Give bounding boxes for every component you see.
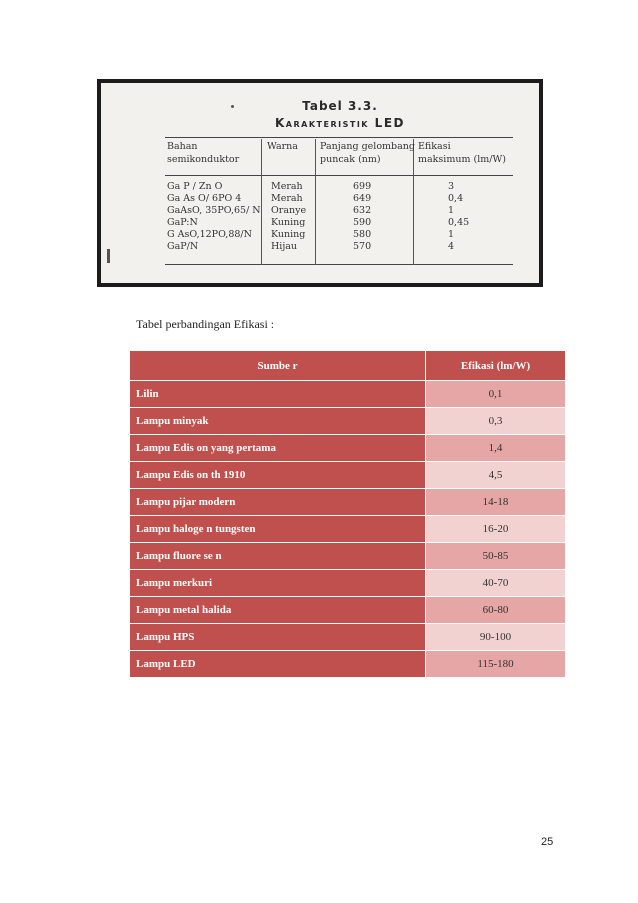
row-source: Lampu HPS xyxy=(130,624,426,651)
scan-header-line: Warna xyxy=(267,141,298,152)
table-row xyxy=(130,516,566,543)
row-source: Lampu merkuri xyxy=(130,570,426,597)
page-number: 25 xyxy=(541,836,554,848)
scan-rule-top xyxy=(165,137,513,138)
table-row xyxy=(130,624,566,651)
scan-cell: Kuning xyxy=(271,217,306,228)
scan-cell: Ga P / Zn O xyxy=(167,181,223,192)
scan-header-line: maksimum (lm/W) xyxy=(418,154,506,165)
scan-header-line: puncak (nm) xyxy=(320,154,381,165)
row-source: Lampu pijar modern xyxy=(130,489,426,516)
scan-cell: 580 xyxy=(353,229,372,240)
scan-cell: Merah xyxy=(271,193,303,204)
scan-cell: 570 xyxy=(353,241,372,252)
row-source: Lilin xyxy=(130,381,426,408)
table-caption: Tabel perbandingan Efikasi : xyxy=(136,317,275,331)
scan-table xyxy=(165,137,513,265)
scan-cell: 632 xyxy=(353,205,372,216)
scan-rule-bottom xyxy=(165,264,513,265)
row-value: 90-100 xyxy=(426,624,566,651)
scan-header-line: Panjang gelombang xyxy=(320,141,415,152)
table-row xyxy=(130,381,566,408)
row-value: 60-80 xyxy=(426,597,566,624)
table-row xyxy=(130,408,566,435)
scan-cell: Oranye xyxy=(271,205,307,216)
table-row xyxy=(130,651,566,678)
table-row xyxy=(130,489,566,516)
efficacy-table xyxy=(129,350,566,678)
table-row xyxy=(130,435,566,462)
scan-cell: Ga As O/ 6PO 4 xyxy=(167,193,242,204)
table-row xyxy=(130,543,566,570)
table-row xyxy=(130,462,566,489)
header-efficacy: Efikasi (lm/W) xyxy=(426,351,566,381)
scan-cell: 590 xyxy=(353,217,372,228)
row-source: Lampu metal halida xyxy=(130,597,426,624)
scan-cell: GaP/N xyxy=(167,241,199,252)
table-row xyxy=(130,597,566,624)
scan-col-efikasi xyxy=(448,181,469,253)
scan-header-line: Efikasi xyxy=(418,141,451,152)
scan-header-efikasi xyxy=(418,140,506,166)
scan-cell: GaAsO, 35PO,65/ N xyxy=(167,205,261,216)
row-source: Lampu fluore se n xyxy=(130,543,426,570)
row-source: Lampu haloge n tungsten xyxy=(130,516,426,543)
scan-cell: 4 xyxy=(448,241,455,252)
row-value: 1,4 xyxy=(426,435,566,462)
row-value: 0,1 xyxy=(426,381,566,408)
row-value: 0,3 xyxy=(426,408,566,435)
scan-cell: 1 xyxy=(448,205,455,216)
row-source: Lampu minyak xyxy=(130,408,426,435)
scan-vrule-2 xyxy=(315,139,316,265)
header-source: Sumbe r xyxy=(130,351,426,381)
scan-header-line: Bahan xyxy=(167,141,198,152)
scan-header-warna xyxy=(267,140,298,153)
scan-col-bahan xyxy=(167,181,261,253)
scan-header-panjang xyxy=(320,140,415,166)
scan-speck-mark xyxy=(107,249,110,263)
scan-cell: GaP:N xyxy=(167,217,198,228)
scan-cell: 0,4 xyxy=(448,193,464,204)
scan-cell: Kuning xyxy=(271,229,306,240)
scan-header-line: semikonduktor xyxy=(167,154,240,165)
scan-vrule-1 xyxy=(261,139,262,265)
row-value: 4,5 xyxy=(426,462,566,489)
row-value: 14-18 xyxy=(426,489,566,516)
scan-cell: Merah xyxy=(271,181,303,192)
scan-subtitle: Karakteristik LED xyxy=(275,116,405,130)
scan-col-panjang xyxy=(353,181,371,253)
scanned-table-image xyxy=(97,79,543,287)
table-header-row xyxy=(130,351,566,381)
row-source: Lampu Edis on yang pertama xyxy=(130,435,426,462)
scan-cell: 3 xyxy=(448,181,455,192)
scan-cell: 0,45 xyxy=(448,217,470,228)
table-row xyxy=(130,570,566,597)
row-value: 40-70 xyxy=(426,570,566,597)
row-value: 50-85 xyxy=(426,543,566,570)
row-source: Lampu Edis on th 1910 xyxy=(130,462,426,489)
row-source: Lampu LED xyxy=(130,651,426,678)
scan-col-warna xyxy=(271,181,306,253)
row-value: 115-180 xyxy=(426,651,566,678)
scan-cell: G AsO,12PO,88/N xyxy=(167,229,252,240)
scan-title: Tabel 3.3. xyxy=(302,99,378,113)
row-value: 16-20 xyxy=(426,516,566,543)
scan-cell: 649 xyxy=(353,193,372,204)
scan-header-bahan xyxy=(167,140,239,166)
scan-cell: Hijau xyxy=(271,241,298,252)
scan-rule-header xyxy=(165,175,513,176)
scan-cell: 699 xyxy=(353,181,372,192)
scan-cell: 1 xyxy=(448,229,455,240)
